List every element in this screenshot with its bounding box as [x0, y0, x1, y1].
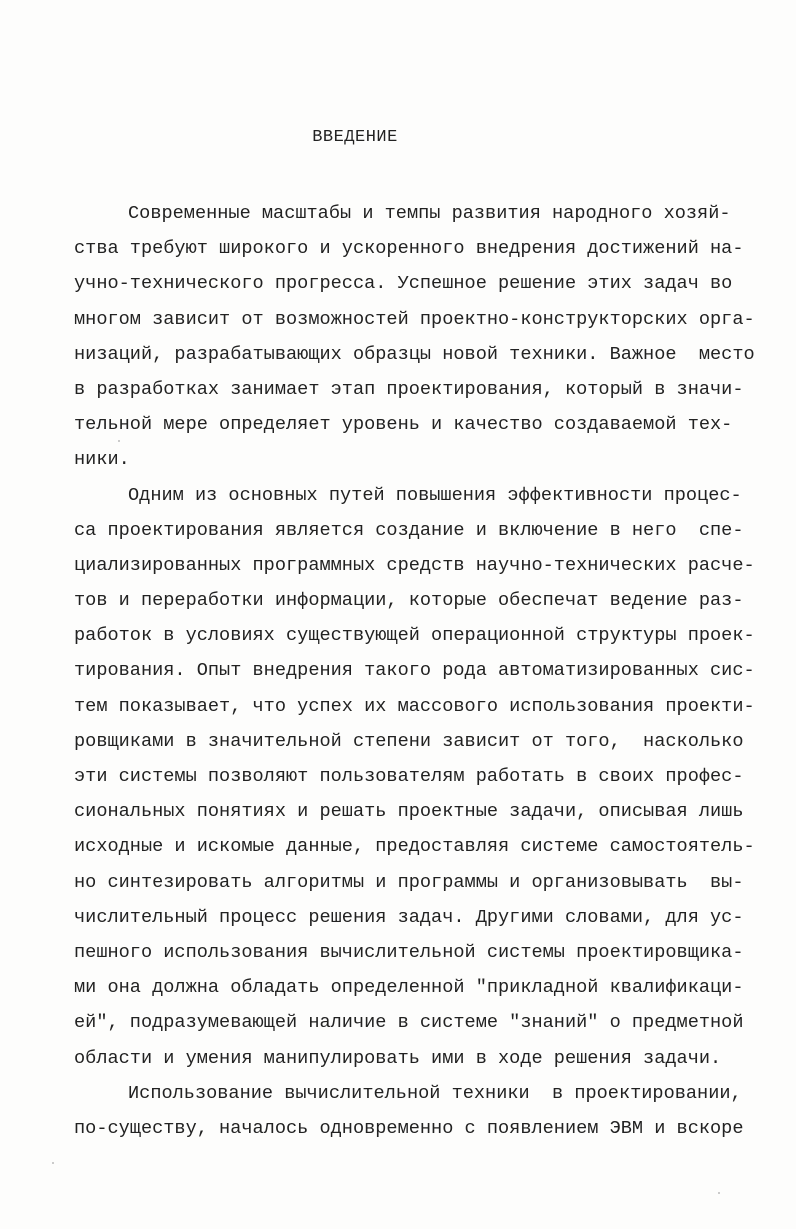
text-line: ей", подразумевающей наличие в системе "знаний" о предметной — [74, 1012, 744, 1034]
text-line: многом зависит от возможностей проектно-конструкторских орга- — [74, 308, 755, 330]
body-text — [74, 196, 755, 1146]
text-line: работок в условиях существующей операционной структуры проек- — [74, 625, 755, 647]
text-line: тирования. Опыт внедрения такого рода автоматизированных сис- — [74, 660, 755, 682]
text-line: циализированных программных средств научно-технических расче- — [74, 554, 755, 576]
text-line: низаций, разрабатывающих образцы новой техники. Важное место — [74, 343, 755, 365]
text-line: тем показывает, что успех их массового использования проекти- — [74, 695, 755, 717]
text-line: Одним из основных путей повышения эффективности процес- — [128, 484, 742, 506]
text-line: по-существу, началось одновременно с появлением ЭВМ и вскоре — [74, 1117, 744, 1139]
text-line: ства требуют широкого и ускоренного внедрения достижений на- — [74, 238, 744, 260]
scan-speck — [52, 1162, 54, 1164]
section-title: ВВЕДЕНИЕ — [312, 128, 398, 147]
text-line: учно-технического прогресса. Успешное решение этих задач во — [74, 273, 733, 295]
scan-speck — [118, 440, 120, 442]
text-line: тельной мере определяет уровень и качество создаваемой тех- — [74, 414, 733, 436]
text-line: тов и переработки информации, которые обеспечат ведение раз- — [74, 590, 744, 612]
text-line: Использование вычислительной техники в проектировании, — [128, 1082, 742, 1104]
text-line: ровщиками в значительной степени зависит от того, насколько — [74, 730, 744, 752]
text-line: области и умения манипулировать ими в ходе решения задачи. — [74, 1047, 722, 1069]
text-line: са проектирования является создание и включение в него спе- — [74, 519, 744, 541]
text-line: ми она должна обладать определенной "прикладной квалификаци- — [74, 977, 744, 999]
text-line: в разработках занимает этап проектирования, который в значи- — [74, 378, 744, 400]
text-line: пешного использования вычислительной системы проектировщика- — [74, 941, 744, 963]
text-line: исходные и искомые данные, предоставляя системе самостоятель- — [74, 836, 755, 858]
scan-speck — [718, 1192, 720, 1194]
text-line: но синтезировать алгоритмы и программы и организовывать вы- — [74, 871, 744, 893]
text-line: сиональных понятиях и решать проектные задачи, описывая лишь — [74, 801, 744, 823]
text-line: ники. — [74, 449, 130, 471]
text-line: эти системы позволяют пользователям работать в своих профес- — [74, 766, 744, 787]
text-line: Современные масштабы и темпы развития народного хозяй- — [128, 203, 731, 224]
text-line: числительный процесс решения задач. Другими словами, для ус- — [74, 906, 744, 928]
